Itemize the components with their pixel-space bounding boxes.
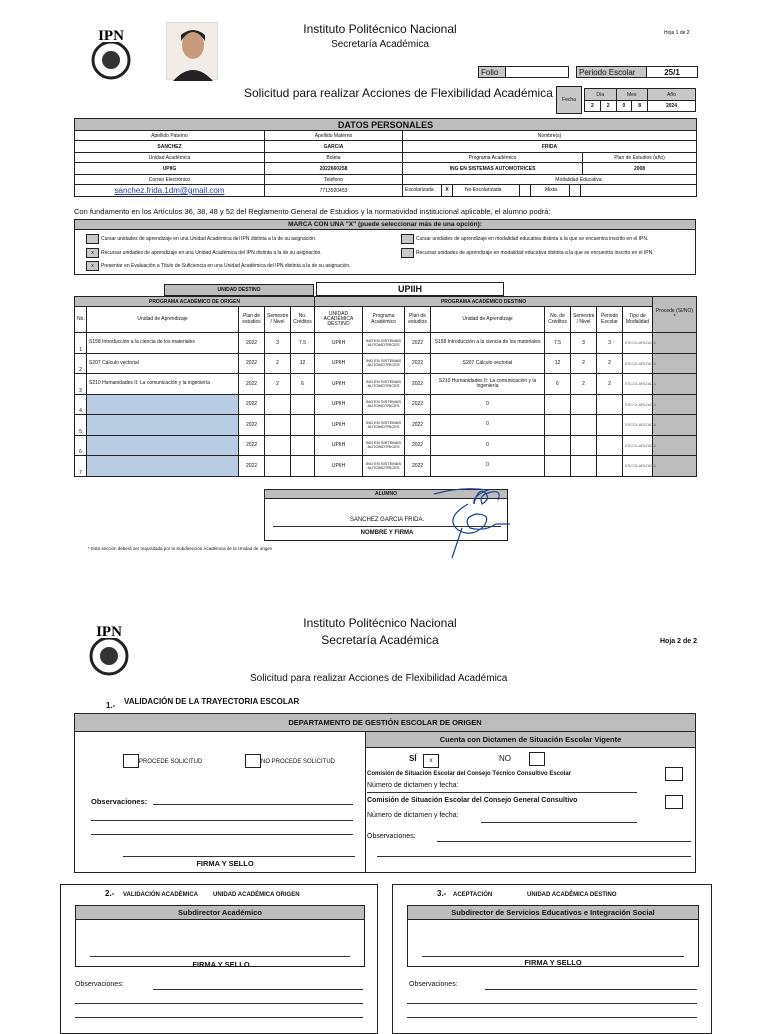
col-programa: Programa Académico (363, 307, 405, 333)
origin-course[interactable]: S210 Humanidades II: La comunicación y la ingeniería (87, 374, 239, 395)
col-periodo: Periodo Escolar (597, 307, 623, 333)
aceptacion-number: 3.- (437, 889, 447, 898)
label-telefono: Teléfono (265, 175, 403, 185)
opt3-label: Recursar unidades de aprendizaje en una Unidad Académica del IPN distinta a la de su asignación. (101, 250, 322, 256)
comision1-checkbox[interactable] (665, 767, 683, 781)
nombre-firma-caption: NOMBRE Y FIRMA (360, 530, 414, 536)
telefono[interactable]: 7713520453 (265, 185, 403, 197)
mes-digit[interactable]: 0 (616, 101, 632, 112)
row-number: 2 (75, 353, 87, 374)
origin-credits[interactable]: 7.5 (291, 333, 315, 354)
col-plan2: Plan de estudios (405, 307, 431, 333)
dest-semester[interactable] (571, 394, 597, 415)
dest-unit[interactable]: UPIIH (315, 456, 363, 477)
numero2-label: Número de dictamen y fecha: (367, 812, 459, 819)
logo-text: IPN (98, 28, 124, 44)
firma-sello-3: FIRMA Y SELLO (524, 958, 582, 967)
opt1-checkbox[interactable] (86, 234, 99, 244)
validacion-title: VALIDACIÓN DE LA TRAYECTORIA ESCOLAR (124, 697, 300, 706)
origin-plan[interactable]: 2022 (239, 435, 265, 456)
personal-data-table (74, 118, 697, 197)
dest-modality[interactable]: ESCOLARIZADA (623, 415, 653, 436)
label-programa: Programa Académico (403, 153, 583, 163)
dest-credits[interactable] (545, 456, 571, 477)
origin-plan[interactable]: 2022 (239, 456, 265, 477)
dest-unit[interactable]: UPIIH (315, 415, 363, 436)
origin-credits[interactable]: 12 (291, 353, 315, 374)
label-apellido-paterno: Apellido Paterno (75, 131, 265, 141)
dest-period[interactable]: 2 (597, 353, 623, 374)
origin-course[interactable] (87, 394, 239, 415)
unidad-destino-value[interactable]: UPIIH (316, 282, 504, 296)
anio-value[interactable]: 2024 (648, 101, 696, 112)
aceptacion-section (392, 884, 712, 1034)
dest-unit[interactable]: UPIIH (315, 353, 363, 374)
apellido-paterno[interactable]: SANCHEZ (75, 141, 265, 153)
options-title: MARCA CON UNA "X" (puede seleccionar más de una opción): (75, 220, 695, 230)
origin-semester[interactable] (265, 415, 291, 436)
dest-semester[interactable] (571, 415, 597, 436)
dia-digit[interactable]: 2 (600, 101, 616, 112)
numero1-label: Número de dictamen y fecha: (367, 782, 459, 789)
dest-modality[interactable]: ESCOLARIZADA (623, 374, 653, 395)
dept-title: DEPARTAMENTO DE GESTIÓN ESCOLAR DE ORIGEN (75, 714, 695, 732)
origen-title: PROGRAMA ACADÉMICO DE ORIGEN (75, 297, 315, 307)
col-no: No. (75, 307, 87, 333)
dest-credits[interactable]: 7.5 (545, 333, 571, 354)
row-number: 5 (75, 415, 87, 436)
dest-plan[interactable]: 2022 (405, 333, 431, 354)
dest-plan[interactable]: 2022 (405, 374, 431, 395)
aceptacion-unit: UNIDAD ACADÉMICA DESTINO (527, 892, 617, 898)
comision1-label: Comisión de Situación Escolar del Consejo Técnico Consultivo Escolar (367, 771, 572, 777)
origin-credits[interactable] (291, 435, 315, 456)
secretariat-name: Secretaría Académica (331, 39, 429, 50)
dest-period[interactable] (597, 435, 623, 456)
email-link[interactable]: sanchez.frida.1dm@gmail.com (75, 185, 265, 197)
dest-semester[interactable] (571, 435, 597, 456)
period-label: Periodo Escolar (577, 67, 647, 78)
course-row (75, 353, 697, 374)
alumno-title: ALUMNO (264, 489, 508, 499)
institute-name-page2: Instituto Politécnico Nacional (303, 616, 457, 630)
institute-name: Instituto Politécnico Nacional (303, 22, 457, 36)
row-number: 6 (75, 435, 87, 456)
dest-program[interactable]: ING EN SISTEMAS AUTOMOTRICES (363, 415, 405, 436)
firma-sello-1: FIRMA Y SELLO (196, 859, 254, 868)
origin-course[interactable] (87, 456, 239, 477)
form-title-page2: Solicitud para realizar Acciones de Flexibilidad Académica (250, 673, 508, 684)
dest-modality[interactable]: ESCOLARIZADA (623, 435, 653, 456)
period-value[interactable]: 25/1 (647, 67, 698, 78)
dest-course[interactable]: S158 Introducción a la ciencia de los materiales (431, 333, 545, 354)
footnote: * Esta sección deberá ser requisitada por la Subdirección Académica de la Unidad de origen (88, 546, 273, 551)
academica-unit: UNIDAD ACADÉMICA ORIGEN (213, 892, 300, 898)
label-apellido-materno: Apellido Materno (265, 131, 403, 141)
no-escolarizada-checkbox[interactable] (519, 185, 531, 196)
folio-label: Folio (479, 67, 506, 78)
si-label: SÍ (409, 754, 417, 763)
opt4-checkbox[interactable] (401, 248, 414, 258)
anio-label: Año (648, 89, 696, 101)
dest-program[interactable]: ING EN SISTEMAS AUTOMOTRICES (363, 374, 405, 395)
fecha-label: Fecha (556, 86, 582, 114)
folio-input[interactable] (506, 67, 569, 78)
mixta-label: Mixta (545, 187, 557, 193)
course-row (75, 394, 697, 415)
label-nombres: Nombre(s) (403, 131, 697, 141)
origin-semester[interactable]: 2 (265, 374, 291, 395)
dest-semester[interactable] (571, 456, 597, 477)
procede-cell[interactable] (653, 394, 697, 415)
nombres[interactable]: FRIDA (403, 141, 697, 153)
course-row (75, 435, 697, 456)
dest-credits[interactable] (545, 394, 571, 415)
col-sem2: Semestre / Nivel (571, 307, 597, 333)
dest-course[interactable]: 0 (431, 435, 545, 456)
unidad-destino-label: UNIDAD DESTINO (164, 284, 314, 296)
dest-program[interactable]: ING EN SISTEMAS AUTOMOTRICES (363, 435, 405, 456)
academica-title: VALIDACIÓN ACADÉMICA (123, 892, 198, 898)
col-ua: Unidad de Aprendizaje (87, 307, 239, 333)
label-plan: Plan de Estudios (año) (583, 153, 697, 163)
observaciones-label: Observaciones: (91, 797, 148, 806)
form-title: Solicitud para realizar Acciones de Flexibilidad Académica (244, 86, 553, 100)
origin-semester[interactable] (265, 456, 291, 477)
date-table (584, 88, 696, 112)
subdirector-academico: Subdirector Académico (76, 906, 364, 920)
opt1-label: Cursar unidades de aprendizaje en una Unidad Académica del IPN distinta a la de su asignación. (101, 236, 317, 242)
si-checkbox[interactable]: x (423, 754, 439, 768)
page-number-2: Hoja 2 de 2 (660, 638, 697, 645)
dest-modality[interactable]: ESCOLARIZADA (623, 394, 653, 415)
procede-cell[interactable] (653, 353, 697, 374)
col-sem: Semestre / Nivel (265, 307, 291, 333)
no-escolarizada-label: No Escolarizada (465, 187, 502, 193)
opt5-checkbox[interactable]: x (86, 261, 99, 271)
mes-digit[interactable]: 8 (632, 101, 648, 112)
comision2-label: Comisión de Situación Escolar del Consejo General Consultivo (367, 797, 578, 804)
origin-semester[interactable]: 3 (265, 333, 291, 354)
origin-semester[interactable]: 2 (265, 353, 291, 374)
dest-credits[interactable] (545, 435, 571, 456)
mes-label: Mes (616, 89, 648, 101)
no-label: NO (499, 754, 511, 763)
procede-cell[interactable] (653, 435, 697, 456)
origin-credits[interactable]: 6 (291, 374, 315, 395)
boleta[interactable]: 2022660258 (265, 163, 403, 175)
opt4-label: Recursar unidades de aprendizaje en modalidad educativa distinta a la que se encuentra inscrito en el IPN. (416, 250, 654, 256)
dest-period[interactable] (597, 394, 623, 415)
dest-course[interactable]: S210 Humanidades II: La comunicación y la ingeniería (431, 374, 545, 395)
dest-plan[interactable]: 2022 (405, 435, 431, 456)
dest-plan[interactable]: 2022 (405, 394, 431, 415)
dest-period[interactable] (597, 456, 623, 477)
ipn-logo-page2 (86, 620, 132, 678)
dest-credits[interactable] (545, 415, 571, 436)
dest-credits[interactable]: 12 (545, 353, 571, 374)
course-row (75, 333, 697, 354)
validacion-number: 1.- (106, 701, 116, 710)
validacion-academica-section (60, 884, 378, 1034)
dest-credits[interactable]: 6 (545, 374, 571, 395)
dest-plan[interactable]: 2022 (405, 456, 431, 477)
dest-semester[interactable]: 3 (571, 333, 597, 354)
procede-cell[interactable] (653, 415, 697, 436)
observaciones-academica: Observaciones: (75, 981, 124, 988)
origin-credits[interactable] (291, 456, 315, 477)
firma-sello-2: FIRMA Y SELLO (192, 960, 250, 969)
comision2-checkbox[interactable] (665, 795, 683, 809)
observaciones2-label: Observaciones: (367, 833, 416, 840)
col-ua2: Unidad de Aprendizaje (431, 307, 545, 333)
mixta-checkbox[interactable] (569, 185, 581, 196)
subdirector-servicios: Subdirector de Servicios Educativos e Integración Social (408, 906, 698, 920)
course-row (75, 374, 697, 395)
dest-course[interactable]: 0 (431, 394, 545, 415)
student-name: SANCHEZ GARCIA FRIDA. (349, 517, 425, 523)
origin-course[interactable]: S207 Cálculo vectorial (87, 353, 239, 374)
dest-program[interactable]: ING EN SISTEMAS AUTOMOTRICES (363, 394, 405, 415)
dest-program[interactable]: ING EN SISTEMAS AUTOMOTRICES (363, 353, 405, 374)
row-number: 3 (75, 374, 87, 395)
options-section (74, 219, 696, 275)
dest-modality[interactable]: ESCOLARIZADA (623, 353, 653, 374)
academica-number: 2.- (105, 889, 115, 898)
courses-table (74, 296, 697, 477)
no-procede-label: NO PROCEDE SOLICITUD (261, 759, 336, 765)
origin-credits[interactable] (291, 415, 315, 436)
label-boleta: Boleta (265, 153, 403, 163)
dia-label: Día (585, 89, 617, 101)
no-procede-checkbox[interactable] (245, 754, 261, 768)
observaciones-aceptacion: Observaciones: (409, 981, 458, 988)
student-photo (166, 22, 218, 80)
row-number: 7 (75, 456, 87, 477)
dest-unit[interactable]: UPIIH (315, 394, 363, 415)
dest-period[interactable] (597, 415, 623, 436)
dest-semester[interactable]: 2 (571, 374, 597, 395)
col-plan: Plan de estudios (239, 307, 265, 333)
dest-program[interactable]: ING EN SISTEMAS AUTOMOTRICES (363, 333, 405, 354)
folio-period-table (478, 66, 698, 78)
aceptacion-title: ACEPTACIÓN (453, 892, 493, 898)
dest-unit[interactable]: UPIIH (315, 435, 363, 456)
escolarizada-label: Escolarizada (405, 187, 434, 193)
ipn-logo (88, 24, 134, 82)
dest-period[interactable]: 3 (597, 333, 623, 354)
fundamento-text: Con fundamento en los Artículos 36, 38, 48 y 52 del Reglamento General de Estudios y la normatividad institucional aplicable, el alumno podrá: (74, 207, 551, 216)
unidad[interactable]: UPIIG (75, 163, 265, 175)
origin-semester[interactable] (265, 394, 291, 415)
procede-label: PROCEDE SOLICITUD (139, 759, 203, 765)
procede-cell[interactable] (653, 374, 697, 395)
label-correo: Correo Electrónico (75, 175, 265, 185)
origin-plan[interactable]: 2022 (239, 415, 265, 436)
origin-course[interactable]: S158 Introducción a la ciencia de los materiales (87, 333, 239, 354)
origin-plan[interactable]: 2022 (239, 333, 265, 354)
dictamen-title: Cuenta con Dictamen de Situación Escolar Vigente (366, 732, 695, 748)
destino-title: PROGRAMA ACADÉMICO DESTINO (315, 297, 653, 307)
col-cred: No. Créditos (291, 307, 315, 333)
row-number: 4 (75, 394, 87, 415)
origin-semester[interactable] (265, 435, 291, 456)
opt5-label: Presentar en Evaluación a Título de Suficiencia en una Unidad Académica del IPN distinta a la de su asignación. (101, 263, 351, 269)
dest-program[interactable]: ING EN SISTEMAS AUTOMOTRICES (363, 456, 405, 477)
origin-plan[interactable]: 2022 (239, 374, 265, 395)
origin-course[interactable] (87, 415, 239, 436)
dest-plan[interactable]: 2022 (405, 353, 431, 374)
personal-section-title: DATOS PERSONALES (75, 119, 697, 131)
procede-checkbox[interactable] (123, 754, 139, 768)
row-number: 1 (75, 333, 87, 354)
logo-text-page2: IPN (96, 624, 122, 640)
col-tipo: Tipo de Modalidad (623, 307, 653, 333)
dest-unit[interactable]: UPIIH (315, 333, 363, 354)
label-unidad: Unidad Académica (75, 153, 265, 163)
procede-cell[interactable] (653, 333, 697, 354)
opt2-label: Cursar unidades de aprendizaje en modalidad educativa distinta a la que se encuentra inscrito en el IPN. (416, 236, 649, 242)
handwritten-signature (432, 484, 516, 560)
opt3-checkbox[interactable]: x (86, 248, 99, 258)
dia-digit[interactable]: 2 (585, 101, 601, 112)
escolarizada-checkbox[interactable]: X (441, 185, 453, 196)
origin-plan[interactable]: 2022 (239, 394, 265, 415)
dest-modality[interactable]: ESCOLARIZADA (623, 333, 653, 354)
plan[interactable]: 2008 (583, 163, 697, 175)
subdirector-box (75, 905, 365, 967)
course-row (75, 415, 697, 436)
dest-plan[interactable]: 2022 (405, 415, 431, 436)
programa[interactable]: ING EN SISTEMAS AUTOMOTRICES (403, 163, 583, 175)
no-checkbox[interactable] (529, 752, 545, 766)
origin-credits[interactable] (291, 394, 315, 415)
secretariat-name-page2: Secretaría Académica (321, 633, 439, 647)
dest-period[interactable]: 2 (597, 374, 623, 395)
dest-course[interactable]: 0 (431, 456, 545, 477)
apellido-materno[interactable]: GARCIA (265, 141, 403, 153)
dest-modality[interactable]: ESCOLARIZADA (623, 456, 653, 477)
page-number: Hoja 1 de 2 (664, 30, 690, 36)
validacion-section (74, 713, 696, 873)
dest-semester[interactable]: 2 (571, 353, 597, 374)
opt2-checkbox[interactable] (401, 234, 414, 244)
origin-course[interactable] (87, 435, 239, 456)
dest-unit[interactable]: UPIIH (315, 374, 363, 395)
dest-course[interactable]: 0 (431, 415, 545, 436)
procede-cell[interactable] (653, 456, 697, 477)
dest-course[interactable]: S207 Cálculo vectorial (431, 353, 545, 374)
course-row (75, 456, 697, 477)
label-modalidad: Modalidad Educativa (403, 175, 697, 185)
col-cred2: No. de Créditos (545, 307, 571, 333)
col-procede: Procede (SI/NO) * (653, 297, 697, 333)
col-unidad-destino: UNIDAD ACADÉMICA DESTINO (315, 307, 363, 333)
origin-plan[interactable]: 2022 (239, 353, 265, 374)
